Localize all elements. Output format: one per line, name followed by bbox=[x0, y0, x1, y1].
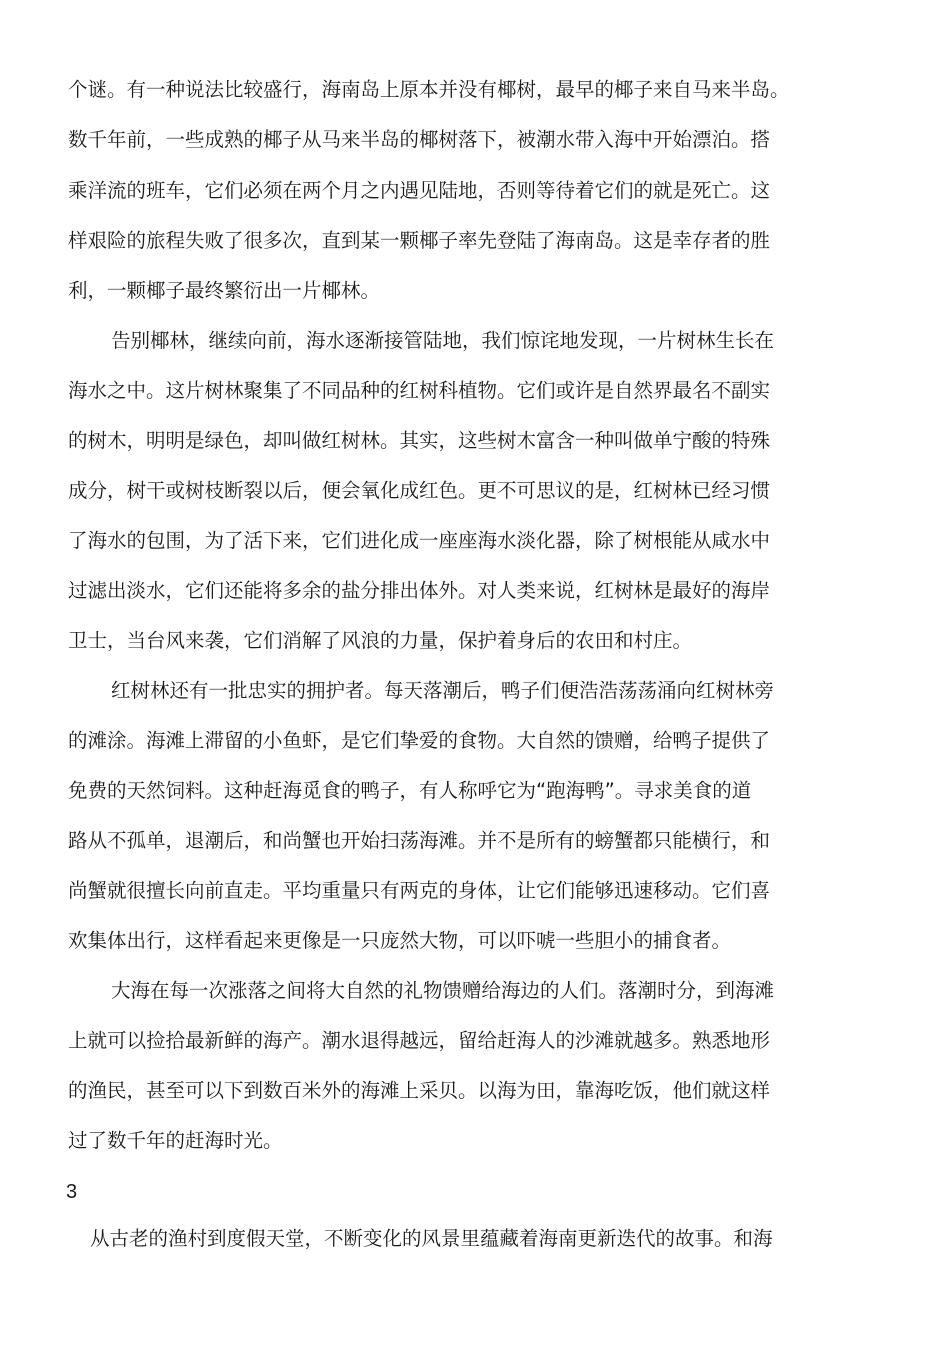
text-line: 海水之中。这片树林聚集了不同品种的红树科植物。它们或许是自然界最名不副实 bbox=[68, 379, 771, 402]
text-line: 过了数千年的赶海时光。 bbox=[68, 1129, 283, 1152]
text-line: 路从不孤单，退潮后，和尚蟹也开始扫荡海滩。并不是所有的螃蟹都只能横行，和 bbox=[68, 829, 771, 852]
text-line: 利，一颗椰子最终繁衍出一片椰林。 bbox=[68, 279, 381, 302]
text-line: 的树木，明明是绿色，却叫做红树林。其实，这些树木富含一种叫做单宁酸的特殊 bbox=[68, 429, 771, 452]
text-line: 成分，树干或树枝断裂以后，便会氧化成红色。更不可思议的是，红树林已经习惯 bbox=[68, 479, 771, 502]
text-line: 卫士，当台风来袭，它们消解了风浪的力量，保护着身后的农田和村庄。 bbox=[68, 629, 693, 652]
section-first-line: 从古老的渔村到度假天堂，不断变化的风景里蕴藏着海南更新迭代的故事。和海 bbox=[90, 1227, 773, 1250]
paragraph-first-line: 大海在每一次涨落之间将大自然的礼物馈赠给海边的人们。落潮时分，到海滩 bbox=[111, 979, 775, 1002]
paragraph-first-line: 红树林还有一批忠实的拥护者。每天落潮后，鸭子们便浩浩荡荡涌向红树林旁 bbox=[111, 679, 775, 702]
text-line: 的滩涂。海滩上滞留的小鱼虾，是它们挚爱的食物。大自然的馈赠，给鸭子提供了 bbox=[68, 729, 771, 752]
text-line: 免费的天然饲料。这种赶海觅食的鸭子，有人称呼它为“跑海鸭”。寻求美食的道 bbox=[68, 779, 752, 802]
text-line: 上就可以捡拾最新鲜的海产。潮水退得越远，留给赶海人的沙滩就越多。熟悉地形 bbox=[68, 1029, 771, 1052]
text-line: 数千年前，一些成熟的椰子从马来半岛的椰树落下，被潮水带入海中开始漂泊。搭 bbox=[68, 128, 771, 151]
text-line: 的渔民，甚至可以下到数百米外的海滩上采贝。以海为田，靠海吃饭，他们就这样 bbox=[68, 1079, 771, 1102]
text-line: 欢集体出行，这样看起来更像是一只庞然大物，可以吓唬一些胆小的捕食者。 bbox=[68, 929, 732, 952]
text-line: 样艰险的旅程失败了很多次，直到某一颗椰子率先登陆了海南岛。这是幸存者的胜 bbox=[68, 229, 771, 252]
text-line: 个谜。有一种说法比较盛行，海南岛上原本并没有椰树，最早的椰子来自马来半岛。 bbox=[68, 78, 790, 101]
paragraph-first-line: 告别椰林，继续向前，海水逐渐接管陆地，我们惊诧地发现，一片树林生长在 bbox=[111, 329, 775, 352]
text-line: 过滤出淡水，它们还能将多余的盐分排出体外。对人类来说，红树林是最好的海岸 bbox=[68, 579, 771, 602]
section-number: 3 bbox=[66, 1181, 78, 1203]
text-line: 了海水的包围，为了活下来，它们进化成一座座海水淡化器，除了树根能从咸水中 bbox=[68, 529, 771, 552]
text-line: 乘洋流的班车，它们必须在两个月之内遇见陆地，否则等待着它们的就是死亡。这 bbox=[68, 179, 771, 202]
text-line: 尚蟹就很擅长向前直走。平均重量只有两克的身体，让它们能够迅速移动。它们喜 bbox=[68, 879, 771, 902]
